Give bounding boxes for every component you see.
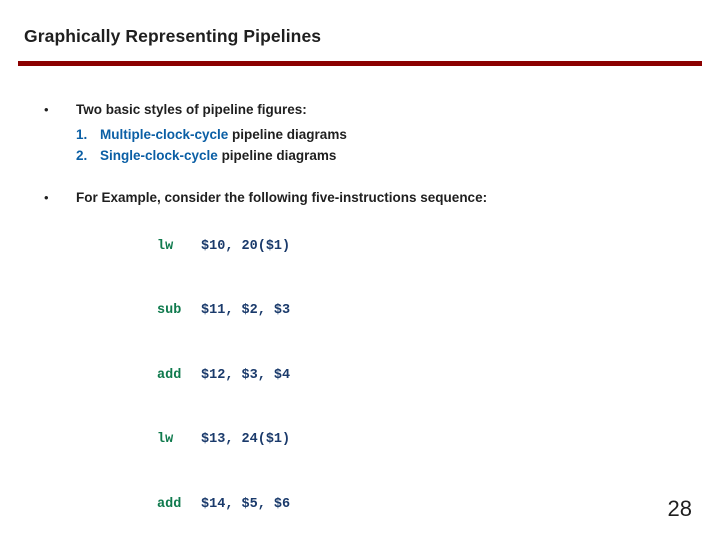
page-title: Graphically Representing Pipelines bbox=[24, 26, 322, 46]
list-item bbox=[0, 124, 720, 145]
slide-content bbox=[0, 100, 720, 559]
code-operands: $13, 24($1) bbox=[201, 432, 291, 447]
list-item-index: 1. bbox=[76, 127, 88, 142]
list-item-highlight: Multiple-clock-cycle bbox=[100, 127, 229, 142]
code-operands: $11, $2, $3 bbox=[201, 303, 291, 318]
code-line bbox=[0, 214, 720, 279]
code-listing bbox=[0, 214, 720, 537]
page-number: 28 bbox=[667, 496, 692, 521]
code-line bbox=[0, 472, 720, 537]
bullet-text: For Example, consider the following five-instructions sequence: bbox=[76, 190, 488, 205]
code-opcode: add bbox=[157, 367, 182, 383]
list-item-rest: pipeline diagrams bbox=[228, 127, 347, 142]
bullet-text: Two basic styles of pipeline figures: bbox=[76, 102, 307, 117]
numbered-list bbox=[0, 124, 720, 166]
code-opcode: lw bbox=[157, 238, 174, 254]
bullet-dot-icon: • bbox=[44, 190, 49, 205]
code-operands: $10, 20($1) bbox=[201, 238, 291, 254]
code-opcode: sub bbox=[157, 303, 182, 318]
bullet-item bbox=[0, 100, 720, 120]
code-line bbox=[0, 408, 720, 473]
bullet-dot-icon: • bbox=[44, 102, 49, 117]
code-operands: $14, $5, $6 bbox=[201, 496, 291, 512]
bullet-block-example bbox=[0, 188, 720, 537]
code-operands: $12, $3, $4 bbox=[201, 367, 291, 383]
list-item bbox=[0, 145, 720, 166]
list-item-index: 2. bbox=[76, 148, 88, 163]
bullet-block-styles bbox=[0, 100, 720, 166]
code-opcode: lw bbox=[157, 432, 174, 447]
bullet-item bbox=[0, 188, 720, 208]
code-line bbox=[0, 279, 720, 344]
code-line bbox=[0, 343, 720, 408]
list-item-highlight: Single-clock-cycle bbox=[100, 148, 218, 163]
code-opcode: add bbox=[157, 496, 182, 512]
title-divider bbox=[18, 61, 702, 66]
list-item-rest: pipeline diagrams bbox=[217, 148, 337, 163]
